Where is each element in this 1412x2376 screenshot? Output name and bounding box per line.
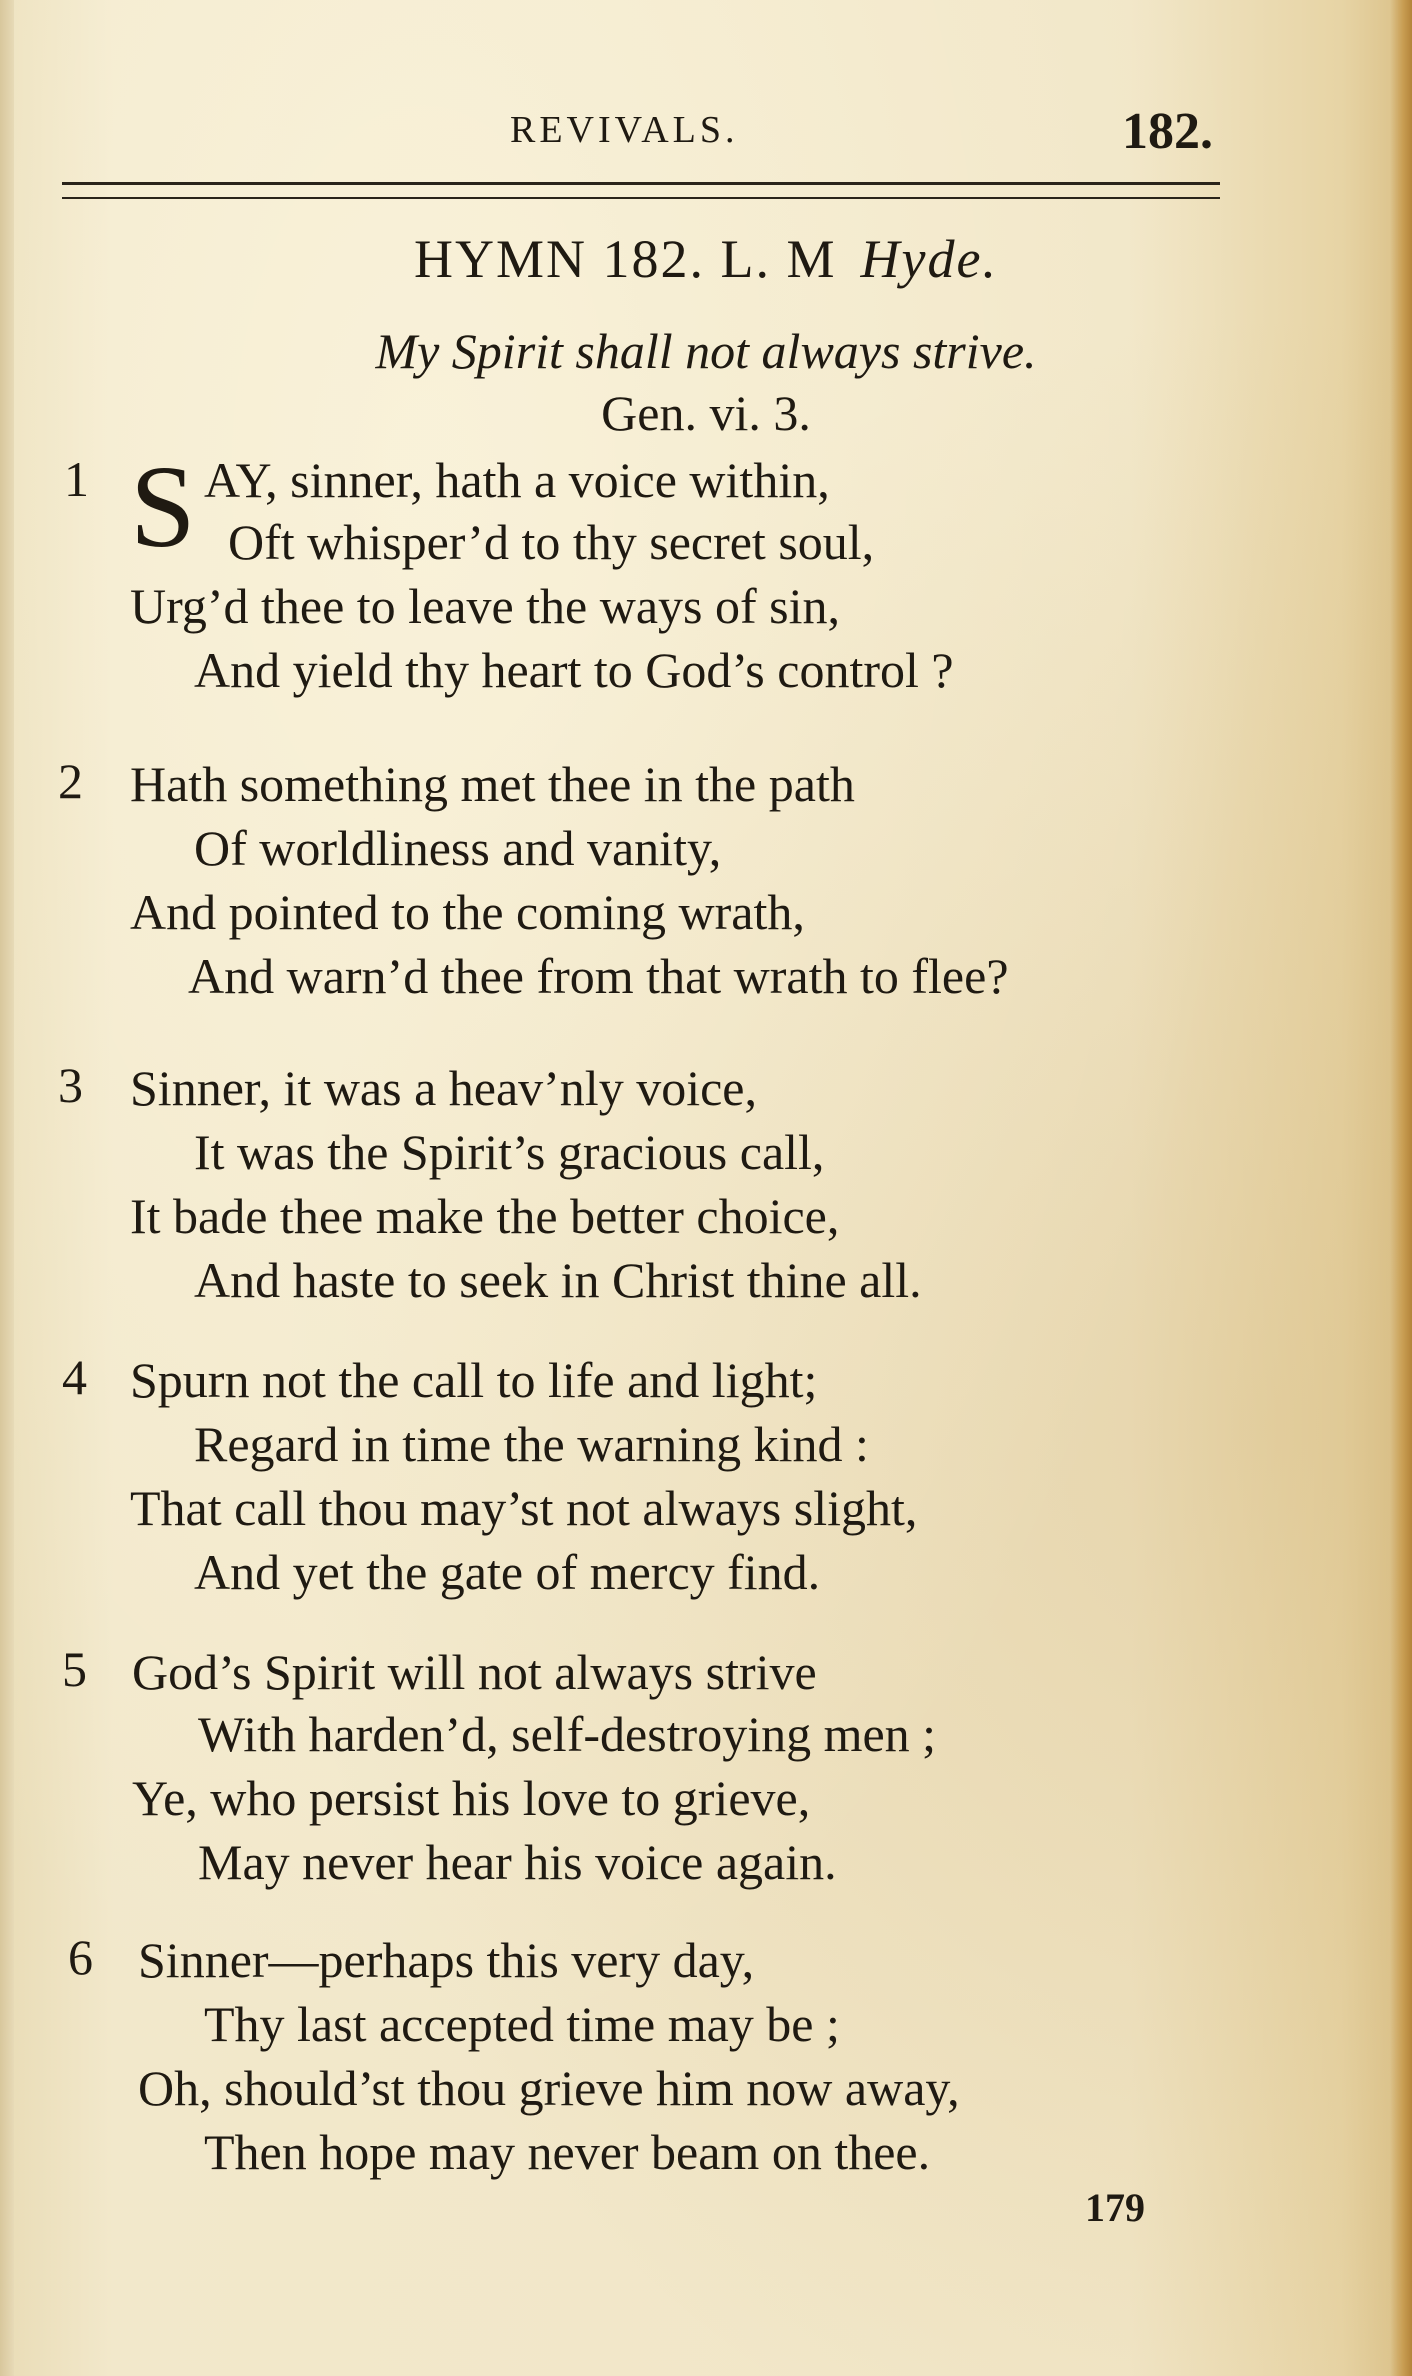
verse-line: Urg’d thee to leave the ways of sin, (130, 578, 840, 634)
hymn-subtitle: My Spirit shall not always strive. (375, 323, 1037, 379)
verse-line: Oft whisper’d to thy secret soul, (228, 514, 875, 570)
verse-line: Thy last accepted time may be ; (204, 1996, 840, 2052)
verse-line: And pointed to the coming wrath, (130, 884, 805, 940)
running-header (0, 103, 1412, 168)
page-number: 182. (1122, 103, 1213, 160)
verse-line: Ye, who persist his love to grieve, (132, 1770, 811, 1826)
verse-line: It was the Spirit’s gracious call, (194, 1124, 825, 1180)
verse-line: Of worldliness and vanity, (194, 820, 722, 876)
verse-line: And yet the gate of mercy find. (194, 1544, 821, 1600)
header-double-rule (62, 182, 1220, 199)
drop-cap: S (130, 441, 196, 572)
verse-line: May never hear his voice again. (198, 1834, 837, 1890)
verse-line: That call thou may’st not always slight, (130, 1480, 918, 1536)
verse-line: Spurn not the call to life and light; (130, 1352, 818, 1408)
verse-line: And warn’d thee from that wrath to flee? (188, 948, 1009, 1004)
verse-line: AY, sinner, hath a voice within, (204, 452, 830, 508)
scripture-reference: Gen. vi. 3. (601, 385, 811, 441)
verse-number: 3 (58, 1057, 83, 1113)
verse-line: It bade thee make the better choice, (130, 1188, 840, 1244)
verse-line: Sinner, it was a heav’nly voice, (130, 1060, 757, 1116)
verse-number: 6 (68, 1929, 93, 1985)
verse-line: With harden’d, self-destroying men ; (198, 1706, 937, 1762)
verse-line: Regard in time the warning kind : (194, 1416, 869, 1472)
verse-line: And yield thy heart to God’s control ? (194, 642, 954, 698)
verse-number: 4 (62, 1349, 87, 1405)
verse-line: Oh, should’st thou grieve him now away, (138, 2060, 960, 2116)
verse-line: Hath something met thee in the path (130, 756, 855, 812)
verse-number: 1 (64, 451, 89, 507)
verse-line: Then hope may never beam on thee. (204, 2124, 931, 2180)
verse-number: 2 (58, 753, 83, 809)
running-title: REVIVALS. (510, 109, 739, 151)
hymn-tune: Hyde. (860, 229, 998, 289)
verse-line: And haste to seek in Christ thine all. (194, 1252, 922, 1308)
hymn-title (0, 228, 1412, 290)
hymn-title-text: HYMN 182. L. M (414, 229, 837, 289)
signature-folio: 179 (1085, 2185, 1145, 2230)
verse-line: God’s Spirit will not always strive (132, 1644, 817, 1700)
verse-line: Sinner—perhaps this very day, (138, 1932, 755, 1988)
verse-number: 5 (62, 1641, 87, 1697)
